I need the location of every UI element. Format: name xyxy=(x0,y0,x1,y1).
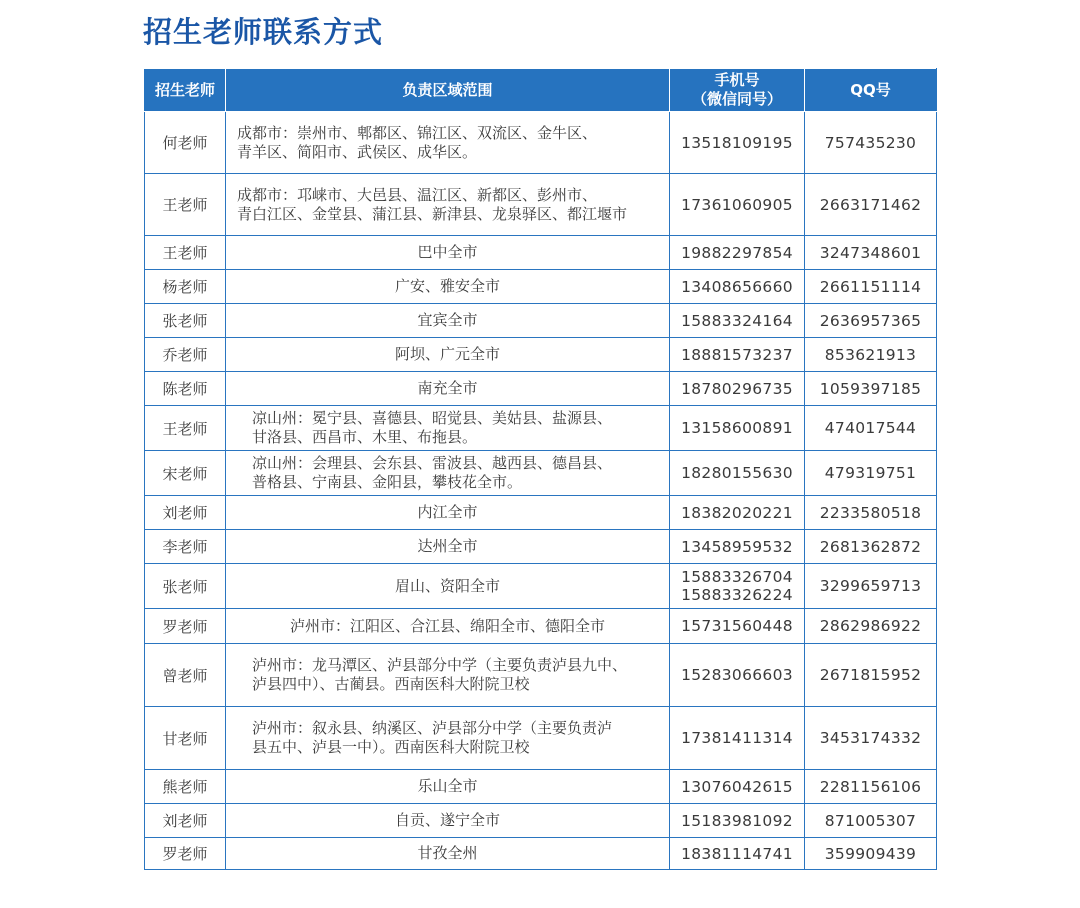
teacher-cell: 张老师 xyxy=(145,564,226,609)
phone-cell xyxy=(670,451,805,496)
teacher-cell: 罗老师 xyxy=(145,609,226,644)
phone-cell xyxy=(670,609,805,644)
qq-cell: 3299659713 xyxy=(805,564,937,609)
phone-cell xyxy=(670,338,805,372)
region-line: 广安、雅安全市 xyxy=(394,277,500,295)
teacher-cell: 罗老师 xyxy=(145,838,226,870)
contacts-table xyxy=(144,68,937,870)
qq-cell: 1059397185 xyxy=(805,372,937,406)
phone-number: 15883324164 xyxy=(681,311,793,330)
phone-number: 13158600891 xyxy=(681,419,793,437)
region-cell xyxy=(226,236,670,270)
qq-cell: 2661151114 xyxy=(805,270,937,304)
region-cell xyxy=(226,304,670,338)
region-line: 眉山、资阳全市 xyxy=(394,576,500,595)
phone-cell xyxy=(670,406,805,451)
region-line: 自贡、遂宁全市 xyxy=(394,811,500,829)
phone-number: 13518109195 xyxy=(681,133,793,152)
page-title: 招生老师联系方式 xyxy=(143,15,384,49)
teacher-cell: 王老师 xyxy=(145,236,226,270)
region-cell xyxy=(226,609,670,644)
teacher-cell: 曾老师 xyxy=(145,644,226,707)
phone-cell xyxy=(670,530,805,564)
phone-cell xyxy=(670,838,805,870)
table-row xyxy=(145,496,937,530)
phone-number: 15883326224 xyxy=(681,586,793,604)
table-row xyxy=(145,406,937,451)
teacher-cell: 王老师 xyxy=(145,174,226,236)
table-row xyxy=(145,270,937,304)
region-cell xyxy=(226,372,670,406)
table-row xyxy=(145,804,937,838)
table-row xyxy=(145,564,937,609)
region-line: 凉山州：会理县、会东县、雷波县、越西县、德昌县、 xyxy=(252,454,613,472)
qq-cell: 2671815952 xyxy=(805,644,937,707)
header-phone-line1: 手机号 xyxy=(714,71,760,89)
phone-number: 18881573237 xyxy=(681,345,793,364)
teacher-cell: 熊老师 xyxy=(145,770,226,804)
teacher-cell: 张老师 xyxy=(145,304,226,338)
region-cell xyxy=(226,564,670,609)
phone-cell xyxy=(670,496,805,530)
table-row xyxy=(145,338,937,372)
header-phone xyxy=(670,69,805,112)
header-teacher: 招生老师 xyxy=(145,69,226,112)
qq-cell: 757435230 xyxy=(805,112,937,174)
phone-cell xyxy=(670,770,805,804)
region-line: 巴中全市 xyxy=(417,243,478,261)
qq-cell: 853621913 xyxy=(805,338,937,372)
region-line: 凉山州：冕宁县、喜德县、昭觉县、美姑县、盐源县、 xyxy=(252,409,613,427)
phone-number: 13076042615 xyxy=(681,777,793,796)
qq-cell: 2636957365 xyxy=(805,304,937,338)
region-line: 甘洛县、西昌市、木里、布拖县。 xyxy=(252,428,478,446)
region-line: 成都市：崇州市、郫都区、锦江区、双流区、金牛区、 xyxy=(237,123,598,142)
region-cell xyxy=(226,707,670,770)
region-cell xyxy=(226,496,670,530)
region-line: 成都市：邛崃市、大邑县、温江区、新都区、彭州市、 xyxy=(237,185,598,204)
phone-number: 17361060905 xyxy=(681,195,793,214)
qq-cell: 871005307 xyxy=(805,804,937,838)
phone-cell xyxy=(670,270,805,304)
teacher-cell: 乔老师 xyxy=(145,338,226,372)
table-row xyxy=(145,609,937,644)
phone-number: 13458959532 xyxy=(681,537,793,556)
region-line: 青白江区、金堂县、蒲江县、新津县、龙泉驿区、都江堰市 xyxy=(237,204,628,223)
phone-number: 13408656660 xyxy=(681,277,793,296)
teacher-cell: 李老师 xyxy=(145,530,226,564)
phone-number: 15731560448 xyxy=(681,617,793,635)
region-cell xyxy=(226,338,670,372)
region-cell xyxy=(226,644,670,707)
region-line: 达州全市 xyxy=(417,537,478,555)
header-qq: QQ号 xyxy=(805,69,937,112)
teacher-cell: 何老师 xyxy=(145,112,226,174)
phone-number: 18382020221 xyxy=(681,503,793,522)
region-line: 青羊区、简阳市、武侯区、成华区。 xyxy=(237,142,478,161)
region-cell xyxy=(226,804,670,838)
qq-cell: 2233580518 xyxy=(805,496,937,530)
qq-cell: 474017544 xyxy=(805,406,937,451)
phone-number: 15883326704 xyxy=(681,568,793,586)
phone-cell xyxy=(670,236,805,270)
region-line: 内江全市 xyxy=(417,503,478,521)
phone-cell xyxy=(670,112,805,174)
teacher-cell: 宋老师 xyxy=(145,451,226,496)
teacher-cell: 刘老师 xyxy=(145,804,226,838)
teacher-cell: 陈老师 xyxy=(145,372,226,406)
qq-cell: 2681362872 xyxy=(805,530,937,564)
table-row xyxy=(145,707,937,770)
region-line: 泸州市：叙永县、纳溪区、泸县部分中学（主要负责泸 xyxy=(252,719,613,737)
table-header-row xyxy=(145,69,937,112)
phone-number: 15283066603 xyxy=(681,666,793,684)
region-line: 宜宾全市 xyxy=(417,311,478,329)
region-cell xyxy=(226,838,670,870)
phone-cell xyxy=(670,372,805,406)
region-line: 甘孜全州 xyxy=(417,844,478,862)
qq-cell: 3247348601 xyxy=(805,236,937,270)
teacher-cell: 甘老师 xyxy=(145,707,226,770)
phone-number: 19882297854 xyxy=(681,243,793,262)
region-line: 南充全市 xyxy=(417,379,478,397)
phone-number: 18780296735 xyxy=(681,379,793,398)
qq-cell: 2281156106 xyxy=(805,770,937,804)
teacher-cell: 王老师 xyxy=(145,406,226,451)
table-row xyxy=(145,644,937,707)
teacher-cell: 杨老师 xyxy=(145,270,226,304)
region-line: 泸县四中）、古蔺县。西南医科大附院卫校 xyxy=(252,675,530,693)
table-row xyxy=(145,770,937,804)
phone-cell xyxy=(670,804,805,838)
phone-number: 18381114741 xyxy=(681,844,793,863)
phone-cell xyxy=(670,564,805,609)
teacher-cell: 刘老师 xyxy=(145,496,226,530)
region-line: 普格县、宁南县、金阳县，攀枝花全市。 xyxy=(252,473,523,491)
phone-cell xyxy=(670,304,805,338)
qq-cell: 2862986922 xyxy=(805,609,937,644)
table-row xyxy=(145,372,937,406)
phone-number: 17381411314 xyxy=(681,729,793,747)
header-phone-line2: （微信同号） xyxy=(691,90,782,108)
table-row xyxy=(145,530,937,564)
region-cell xyxy=(226,451,670,496)
region-line: 泸州市：龙马潭区、泸县部分中学（主要负责泸县九中、 xyxy=(252,656,628,674)
region-cell xyxy=(226,112,670,174)
qq-cell: 479319751 xyxy=(805,451,937,496)
table-row xyxy=(145,304,937,338)
region-cell xyxy=(226,770,670,804)
qq-cell: 359909439 xyxy=(805,838,937,870)
region-line: 乐山全市 xyxy=(417,777,478,795)
header-region: 负责区域范围 xyxy=(226,69,670,112)
phone-cell xyxy=(670,707,805,770)
table-row xyxy=(145,451,937,496)
qq-cell: 3453174332 xyxy=(805,707,937,770)
qq-cell: 2663171462 xyxy=(805,174,937,236)
region-line: 阿坝、广元全市 xyxy=(394,345,500,363)
phone-cell xyxy=(670,644,805,707)
region-cell xyxy=(226,174,670,236)
phone-number: 15183981092 xyxy=(681,811,793,830)
phone-number: 18280155630 xyxy=(681,464,793,482)
region-line: 县五中、泸县一中）。西南医科大附院卫校 xyxy=(252,738,530,756)
table-row xyxy=(145,174,937,236)
table-row xyxy=(145,112,937,174)
phone-cell xyxy=(670,174,805,236)
table-row xyxy=(145,838,937,870)
region-line: 泸州市：江阳区、合江县、绵阳全市、德阳全市 xyxy=(289,616,605,635)
table-row xyxy=(145,236,937,270)
region-cell xyxy=(226,270,670,304)
region-cell xyxy=(226,406,670,451)
region-cell xyxy=(226,530,670,564)
